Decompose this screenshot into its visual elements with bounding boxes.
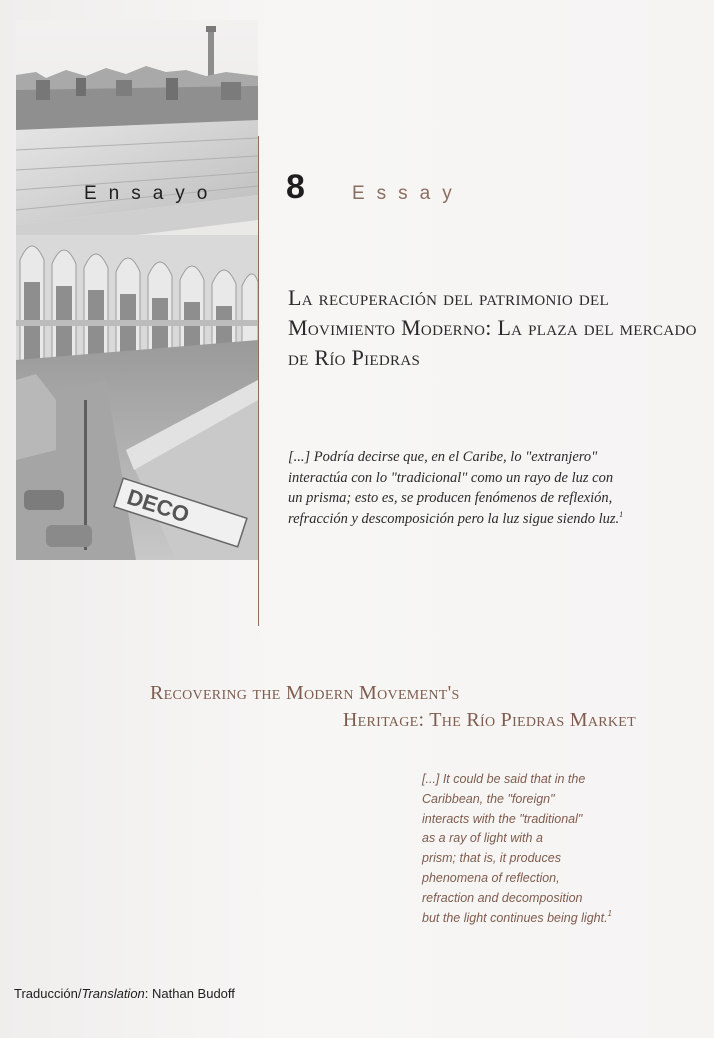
epigraph-english-text: [...] It could be said that in the Caribbean, the "foreign" interacts with the "traditional" as a ray of light with a prism; that is, it produces phenomena of reflection, refraction and decomposition but the light continues being light.: [422, 772, 608, 925]
epigraph-spanish: [288, 447, 698, 529]
epigraph-english: [422, 770, 692, 928]
epigraph-spanish-text: [...] Podría decirse que, en el Caribe, lo "extranjero" interactúa con lo "tradicional" como un rayo de luz con un prisma; esto es, se producen fenómenos de reflexión, refracción y descomposición pero la luz sigue siendo luz.: [288, 449, 620, 527]
footnote-marker-en: 1: [607, 908, 612, 918]
footnote-marker: 1: [619, 509, 624, 519]
title-english-line1: Recovering the Modern Movement's: [150, 682, 460, 704]
section-label-es: Ensayo: [84, 183, 220, 204]
title-english-line2: Heritage: The Río Piedras Market: [342, 709, 636, 731]
vertical-rule: [258, 136, 259, 626]
title-spanish: La recuperación del patrimonio del Movimiento Moderno: La plaza del mercado de Río Piedras: [288, 285, 697, 370]
market-photo: [16, 20, 258, 560]
photo-sign-text: DECO: [124, 484, 193, 528]
section-label-en: Essay: [352, 183, 464, 204]
translation-credit: [14, 986, 235, 1001]
translation-label-es: Traducción/: [14, 986, 82, 1001]
translation-separator: :: [144, 986, 153, 1001]
translator-name: Nathan Budoff: [152, 986, 235, 1001]
essay-number: 8: [286, 168, 305, 206]
translation-label-en: Translation: [81, 986, 145, 1001]
title-english: [150, 680, 640, 734]
